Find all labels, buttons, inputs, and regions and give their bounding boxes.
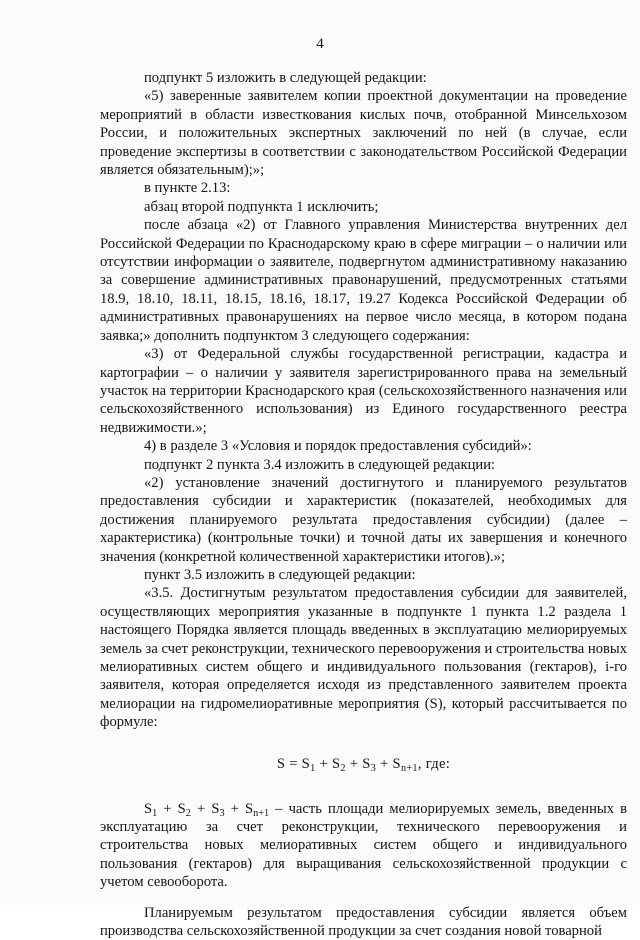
paragraph: пункт 3.5 изложить в следующей редакции: (144, 566, 416, 583)
paragraph: в пункте 2.13: (144, 180, 231, 197)
formula-lhs: S = (276, 755, 302, 772)
paragraph: 4) в разделе 3 «Условия и порядок предоставления субсидий»: (144, 438, 532, 455)
paragraph: после абзаца «2) от Главного управления Министерства внутренних дел Российской Федерации по Краснодарскому краю в сфере миграции – о наличии или отсутствии информации о заявителе, подвергнутом административному наказанию за совершение административных правонарушений, предусмотренных статьями 18.9, 18.10, 18.11, 18.15, 18.16, 18.17, 19.27 Кодекса Российской Федерации об административных правонарушениях на первое число месяца, в котором подана заявка;» дополнить подпунктом 3 следующего содержания: (100, 217, 627, 344)
document-body (100, 69, 627, 940)
area-formula: $S = S_1 + S_2 + S_3 + S_{n+1}$, где: (276, 755, 451, 774)
paragraph: Планируемым результатом предоставления субсидии является объем производства сельскохозяйственной продукции за счет создания новой товарной (100, 904, 627, 940)
paragraph: «5) заверенные заявителем копии проектной документации на проведение мероприятий в области известкования кислых почв, отобранной Минсельхозом России, и положительных экспертных заключений по ней (в случае, если проведение экспертизы в соответствии с законодательством Российской Федерации является обязательным);»; (100, 88, 627, 179)
paragraph: «3) от Федеральной службы государственной регистрации, кадастра и картографии – о наличии у заявителя зарегистрированного права на земельный участок на территории Краснодарского края (сельскохозяйственного назначения или сельскохозяйственного использования) из Единого государственного реестра недвижимости.»; (100, 346, 627, 436)
formula-explanation: $S_1 + S_2 + S_3 + S_{n+1}$ – часть площади мелиорируемых земель, введенных в эксплуатацию за счет реконструкции, технического перевооружения и строительства новых мелиоративных систем общего и индивидуального пользования (гектаров) для выращивания сельскохозяйственной продукции с учетом севооборота. (100, 800, 627, 891)
formula-suffix: , где: (417, 755, 451, 772)
page-number: 4 (316, 36, 324, 52)
paragraph: подпункт 2 пункта 3.4 изложить в следующей редакции: (144, 456, 496, 473)
paragraph: абзац второй подпункта 1 исключить; (144, 198, 379, 215)
paragraph: «2) установление значений достигнутого и планируемого результатов предоставления субсидии и характеристик (показателей, необходимых для достижения планируемого результата предоставления субсидии) (далее – характеристика) (контрольные точки) и точной даты их завершения и конечного значения (конкретной количественной характеристики итогов).»; (100, 474, 627, 565)
paragraph: подпункт 5 изложить в следующей редакции: (144, 70, 427, 86)
paragraph: «3.5. Достигнутым результатом предоставления субсидии для заявителей, осуществляющих мероприятия указанные в подпункте 1 пункта 1.2 раздела 1 настоящего Порядка является площадь введенных в эксплуатацию мелиорируемых земель за счет реконструкции, технического перевооружения и строительства новых мелиоративных систем общего и индивидуального пользования (гектаров), i-го заявителя, которая определяется исходя из представленного заявителем проекта мелиорации на гидромелиоративные мероприятия (S), который рассчитывается по формуле: (100, 585, 627, 731)
